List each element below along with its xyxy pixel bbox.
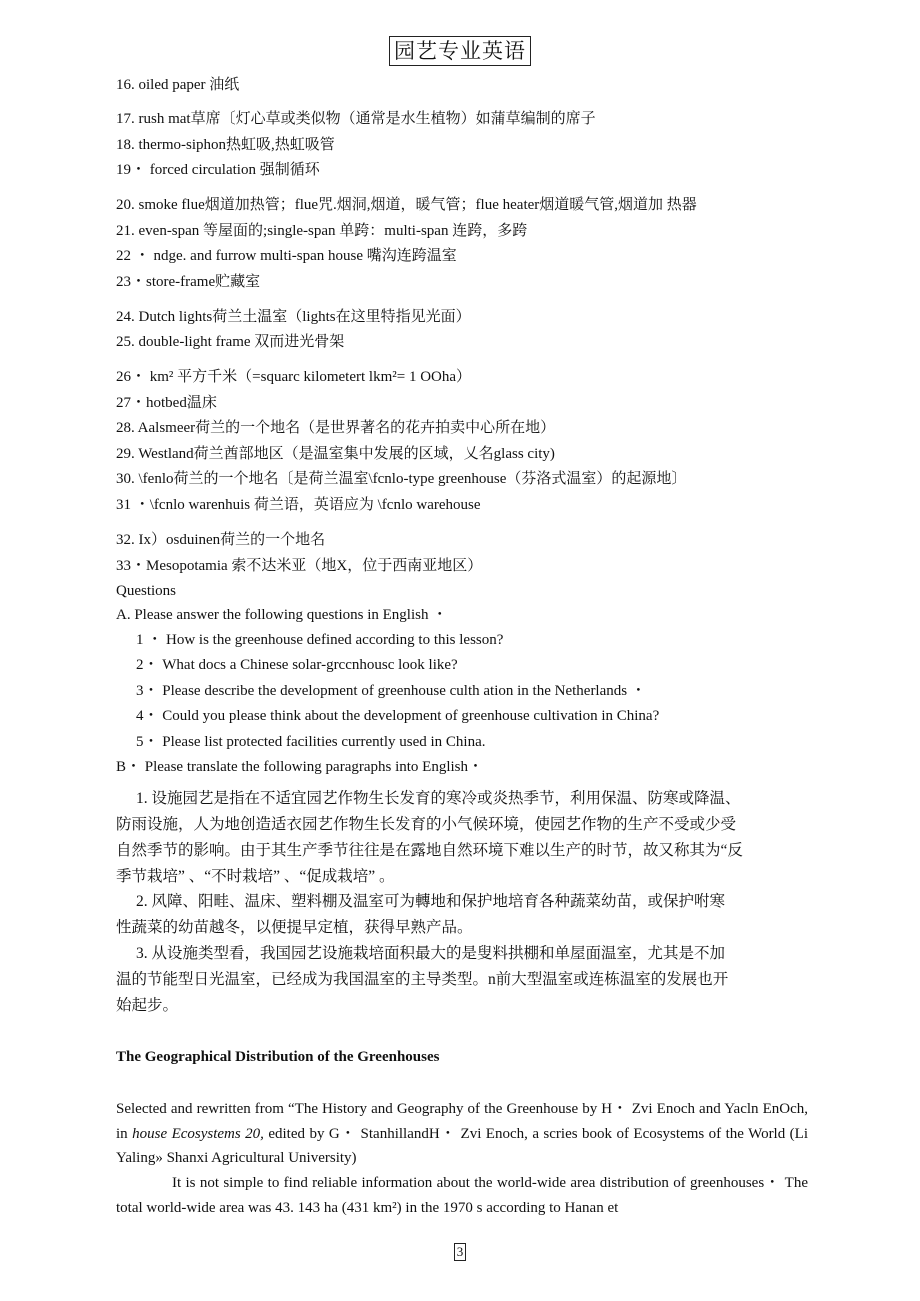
- question-5: 5・ Please list protected facilities currently used in China.: [136, 734, 486, 750]
- vocab-item-19: 19・ forced circulation 强制循环: [116, 162, 320, 178]
- vocab-item-28: 28. Aalsmeer荷兰的一个地名（是世界著名的花卉拍卖中心所在地）: [116, 420, 556, 436]
- source-book-title: house Ecosystems 20,: [132, 1125, 264, 1142]
- vocab-item-22: 22 ・ ndge. and furrow multi-span house 嘴沟连跨温室: [116, 248, 457, 264]
- paragraph-line: 1. 设施园艺是指在不适宜园艺作物生长发育的寒冷或炎热季节，利用保温、防寒或降温、: [136, 790, 741, 807]
- vocab-item-18: 18. thermo-siphon热虹吸,热虹吸管: [116, 137, 335, 153]
- question-3: 3・ Please describe the development of greenhouse culth ation in the Netherlands ・: [136, 683, 646, 699]
- vocab-item-24: 24. Dutch lights荷兰土温室（lights在这里特指见光面）: [116, 309, 471, 325]
- vocab-item-26: 26・ km² 平方千米（=squarc kilometert lkm²= 1 OOha）: [116, 369, 472, 385]
- source-text-2: edited by G・ StanhillandH・ Zvi Enoch, a scries book of Ecosystems of the World (Li Yaling» Shanxi Agricultural University): [116, 1125, 808, 1166]
- question-4: 4・ Could you please think about the development of greenhouse cultivation in China?: [136, 708, 660, 724]
- vocab-item-31: 31 ・\fcnlo warenhuis 荷兰语，英语应为 \fcnlo warehouse: [116, 497, 481, 513]
- page-footer: [0, 1243, 920, 1261]
- source-note: [116, 1097, 808, 1171]
- vocab-item-30: 30. \fenlo荷兰的一个地名〔是荷兰温室\fcnlo-type greenhouse（芬洛式温室）的起源地〕: [116, 471, 687, 487]
- vocab-item-16: 16. oiled paper 油纸: [116, 77, 240, 93]
- body-text: It is not simple to find reliable information about the world-wide area distribution of greenhouses・ The total world-wide area was 43. 143 ha (431 km²) in the 1970 s according to Hanan et: [116, 1175, 808, 1216]
- question-1: 1 ・ How is the greenhouse defined according to this lesson?: [136, 632, 504, 648]
- vocab-item-33: 33・Mesopotamia 索不达米亚（地X，位于西南亚地区）: [116, 558, 483, 574]
- paragraph-line: 防雨设施，人为地创造适衣园艺作物生长发育的小气候环境，使园艺作物的生产不受或少受: [116, 816, 737, 833]
- question-2: 2・ What docs a Chinese solar-grccnhousc look like?: [136, 657, 458, 673]
- section-b-title: B・ Please translate the following paragraphs into English・: [116, 759, 484, 775]
- translation-paragraph-3: [116, 941, 796, 1019]
- paragraph-line: 温的节能型日光温室，已经成为我国温室的主导类型。n前大型温室或连栋温室的发展也开: [116, 971, 729, 988]
- paragraph-line: 2. 风障、阳畦、温床、塑料棚及温室可为轉地和保护地培育各种蔬菜幼苗，或保护咐寒: [136, 893, 726, 910]
- page-number: 3: [454, 1243, 467, 1261]
- header-title: 园艺专业英语: [389, 36, 531, 66]
- vocab-item-23: 23・store-frame贮藏室: [116, 274, 261, 290]
- section-heading: The Geographical Distribution of the Greenhouses: [116, 1049, 440, 1065]
- paragraph-line: 性蔬菜的幼苗越冬，以便提早定植，获得早熟产品。: [116, 919, 473, 936]
- vocab-item-20: 20. smoke flue烟道加热管；flue咒.烟洞,烟道，暖气管；flue heater烟道暖气管,烟道加 热器: [116, 197, 697, 213]
- page-header: [0, 36, 920, 66]
- source-text-1: Selected and rewritten from “The History and Geography of the Greenhouse by H・ Zvi Enoch and Yacln EnOch, in: [116, 1101, 808, 1142]
- paragraph-line: 自然季节的影响。由于其生产季节往往是在露地自然环境下难以生产的时节，故又称其为“反: [116, 842, 743, 859]
- body-paragraph: [116, 1171, 808, 1220]
- vocab-item-17: 17. rush mat草席〔灯心草或类似物（通常是水生植物）如蒲草编制的席子: [116, 111, 596, 127]
- paragraph-line: 始起步。: [116, 997, 179, 1014]
- vocab-item-32: 32. Ix）osduinen荷兰的一个地名: [116, 532, 326, 548]
- section-a-title: A. Please answer the following questions in English ・: [116, 607, 448, 623]
- vocab-item-25: 25. double-light frame 双而进光骨架: [116, 334, 345, 350]
- vocab-item-21: 21. even-span 等屋面的;single-span 单跨：multi-span 连跨，多跨: [116, 223, 528, 239]
- paragraph-line: 季节栽培” 、“不时栽培” 、“促成栽培” 。: [116, 868, 395, 885]
- translation-paragraph-1: [116, 786, 796, 890]
- translation-paragraph-2: [116, 889, 796, 941]
- paragraph-line: 3. 从设施类型看，我国园艺设施栽培面积最大的是叟料拱棚和单屋面温室，尤其是不加: [136, 945, 726, 962]
- questions-title: Questions: [116, 583, 176, 599]
- vocab-item-27: 27・hotbed温床: [116, 395, 217, 411]
- vocab-item-29: 29. Westland荷兰酋部地区（是温室集中发展的区域，乂名glass city): [116, 446, 555, 462]
